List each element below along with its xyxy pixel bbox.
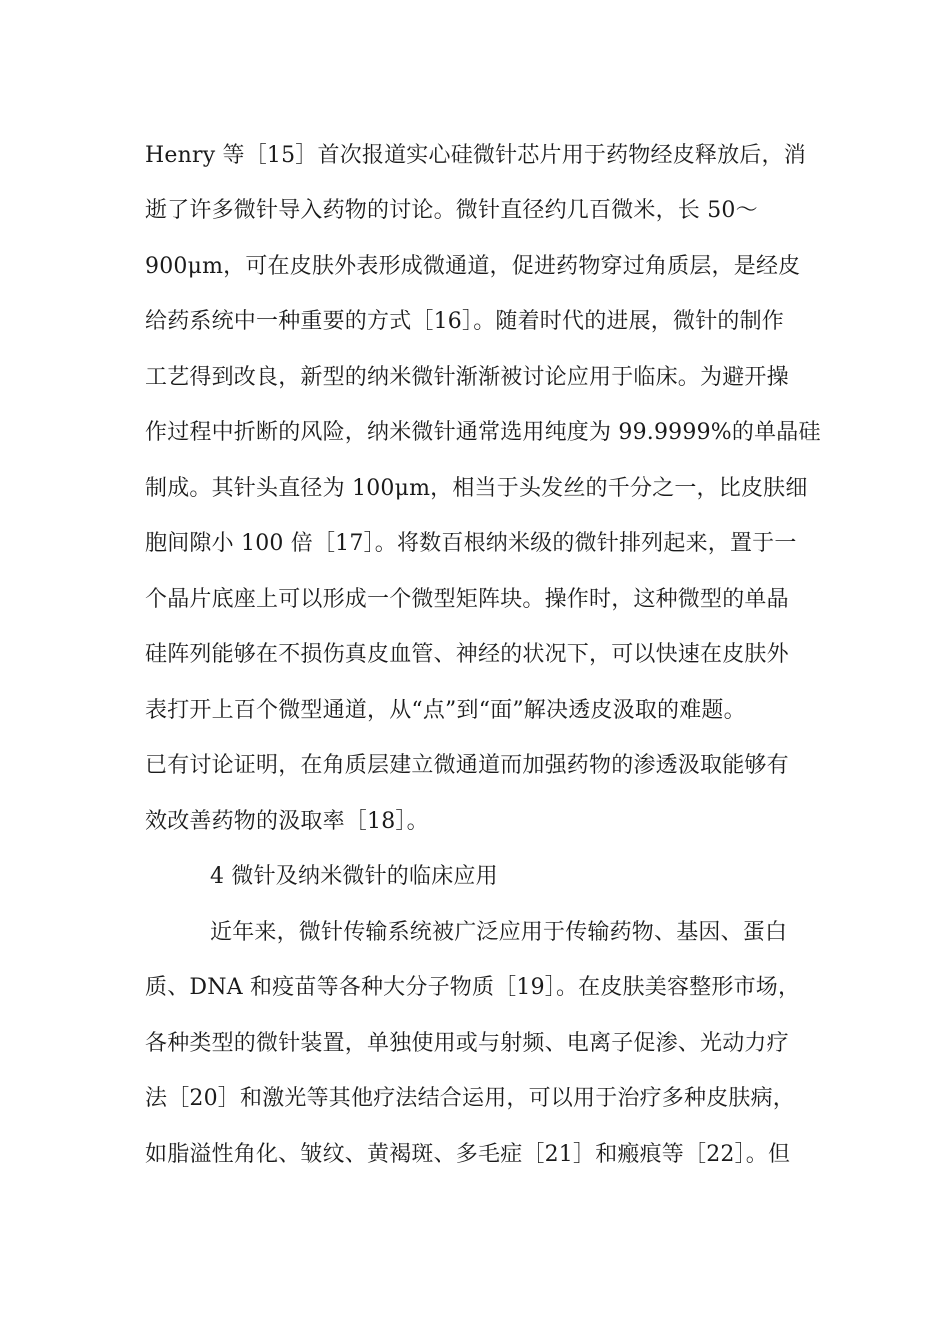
- paragraph-1-line: 个晶片底座上可以形成一个微型矩阵块。操作时，这种微型的单晶: [145, 587, 789, 612]
- paragraph-2-line: 近年来，微针传输系统被广泛应用于传输药物、基因、蛋白: [210, 920, 788, 945]
- paragraph-1-line: 胞间隙小 100 倍［17］。将数百根纳米级的微针排列起来，置于一: [145, 531, 797, 556]
- paragraph-1-line: 900μm，可在皮肤外表形成微通道，促进药物穿过角质层，是经皮: [145, 254, 801, 279]
- paragraph-1-line: 给药系统中一种重要的方式［16］。随着时代的进展，微针的制作: [145, 309, 784, 334]
- paragraph-1-line: 已有讨论证明，在角质层建立微通道而加强药物的渗透汲取能够有: [145, 753, 789, 778]
- paragraph-2-line: 质、DNA 和疫苗等各种大分子物质［19］。在皮肤美容整形市场，: [145, 975, 801, 1000]
- paragraph-1-line: Henry 等［15］首次报道实心硅微针芯片用于药物经皮释放后，消: [145, 143, 806, 168]
- paragraph-2-line: 如脂溢性角化、皱纹、黄褐斑、多毛症［21］和瘢痕等［22］。但: [145, 1142, 791, 1167]
- paragraph-1-line: 制成。其针头直径为 100μm，相当于头发丝的千分之一，比皮肤细: [145, 476, 808, 501]
- paragraph-1-line: 硅阵列能够在不损伤真皮血管、神经的状况下，可以快速在皮肤外: [145, 642, 789, 667]
- paragraph-2-line: 法［20］和激光等其他疗法结合运用，可以用于治疗多种皮肤病，: [145, 1086, 795, 1111]
- paragraph-1-line: 效改善药物的汲取率［18］。: [145, 809, 429, 834]
- paragraph-1-line: 逝了许多微针导入药物的讨论。微针直径约几百微米，长 50～: [145, 198, 758, 223]
- section-heading: 4 微针及纳米微针的临床应用: [210, 864, 498, 889]
- paragraph-2-line: 各种类型的微针装置，单独使用或与射频、电离子促渗、光动力疗: [145, 1031, 789, 1056]
- paragraph-1-line: 作过程中折断的风险，纳米微针通常选用纯度为 99.9999%的单晶硅: [145, 420, 821, 445]
- paragraph-1-line: 工艺得到改良，新型的纳米微针渐渐被讨论应用于临床。为避开操: [145, 365, 789, 390]
- paragraph-1-line: 表打开上百个微型通道，从“点”到“面”解决透皮汲取的难题。: [145, 698, 746, 723]
